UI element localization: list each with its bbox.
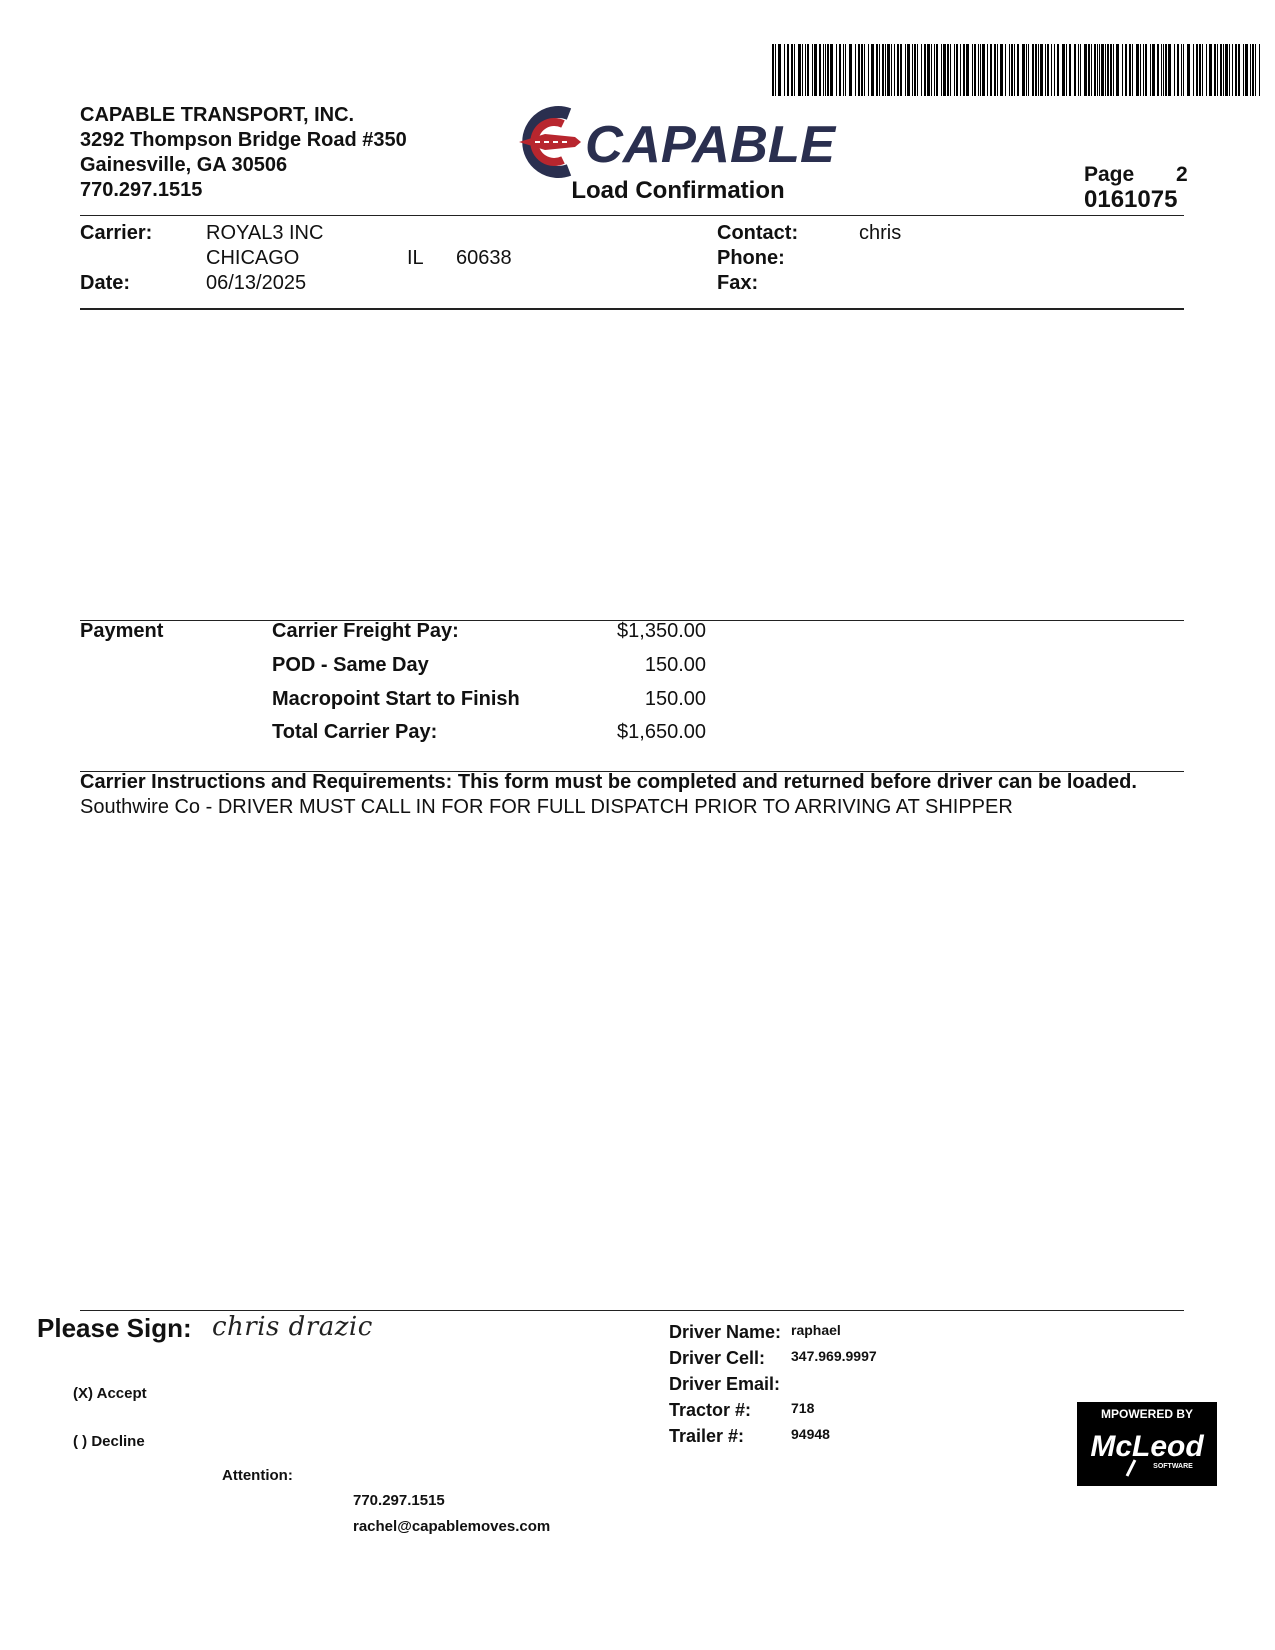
header-divider (80, 215, 1184, 216)
barcode-bar (990, 44, 992, 96)
barcode-bar (1235, 44, 1237, 96)
barcode-bar (1245, 44, 1248, 96)
trailer-label: Trailer #: (669, 1426, 745, 1446)
barcode-bar (807, 44, 809, 96)
barcode-bar (891, 44, 892, 96)
barcode-bar (845, 44, 846, 96)
barcode-bar (1259, 44, 1260, 96)
fax-label: Fax: (717, 272, 759, 294)
barcode-bar (1145, 44, 1147, 96)
barcode-bar (1220, 44, 1222, 96)
barcode-bar (1217, 44, 1218, 96)
barcode-bar (1125, 44, 1127, 96)
barcode-bar (1040, 44, 1043, 96)
carrier-zip: 60638 (456, 247, 512, 269)
barcode-bar (972, 44, 973, 96)
barcode-bar (1066, 44, 1067, 96)
driver-cell-value: 347.969.9997 (791, 1348, 877, 1364)
barcode-bar (894, 44, 895, 96)
barcode-bar (934, 44, 935, 96)
barcode-bar (1094, 44, 1096, 96)
barcode-bar (982, 44, 985, 96)
barcode-bar (794, 44, 795, 96)
barcode-bar (1250, 44, 1251, 96)
date-value: 06/13/2025 (206, 272, 307, 294)
date-label: Date: (80, 272, 131, 294)
payment-row-label: Macropoint Start to Finish (272, 688, 520, 710)
phone-label: Phone: (717, 247, 785, 269)
barcode-bar (778, 44, 781, 96)
barcode-bar (843, 44, 844, 96)
barcode-bar (900, 44, 902, 96)
driver-name-label: Driver Name: (669, 1322, 782, 1342)
barcode-bar (871, 44, 874, 96)
driver-cell-label: Driver Cell: (669, 1348, 766, 1368)
svg-text:McLeod: McLeod (1090, 1430, 1204, 1463)
barcode-bar (1129, 44, 1131, 96)
barcode-bar (1088, 44, 1090, 96)
carrier-name: ROYAL3 INC (206, 222, 324, 244)
accept-option[interactable]: (X) Accept (73, 1385, 147, 1402)
decline-option[interactable]: ( ) Decline (73, 1433, 145, 1450)
driver-name-value: raphael (791, 1322, 841, 1338)
barcode-bar (1122, 44, 1123, 96)
barcode-bar (814, 44, 817, 96)
barcode-bar (827, 44, 829, 96)
barcode-bar (1196, 44, 1198, 96)
barcode-bar (943, 44, 946, 96)
company-address-line1: 3292 Thompson Bridge Road #350 (80, 129, 407, 151)
barcode-bar (1150, 44, 1151, 96)
barcode-bar (1206, 44, 1207, 96)
company-address-line2: Gainesville, GA 30506 (80, 154, 288, 176)
barcode-bar (1105, 44, 1106, 96)
barcode-bar (1229, 44, 1230, 96)
barcode-bar (1069, 44, 1071, 96)
barcode-bar (1243, 44, 1244, 96)
barcode-bar (1017, 44, 1019, 96)
barcode-bar (956, 44, 958, 96)
barcode-bar (1097, 44, 1098, 96)
barcode-bar (1084, 44, 1087, 96)
barcode-bar (963, 44, 965, 96)
tractor-label: Tractor #: (669, 1400, 752, 1420)
barcode-bar (1177, 44, 1179, 96)
trailer-value: 94948 (791, 1426, 830, 1442)
barcode-bar (1091, 44, 1092, 96)
barcode-bar (791, 44, 793, 96)
payment-row-label: Carrier Freight Pay: (272, 620, 459, 642)
barcode-bar (997, 44, 998, 96)
barcode-bar (1113, 44, 1114, 96)
carrier-label: Carrier: (80, 222, 153, 244)
barcode-bar (855, 44, 856, 96)
barcode-bar (1057, 44, 1059, 96)
load-number: 0161075 (1084, 186, 1178, 213)
barcode-bar (1014, 44, 1015, 96)
barcode-bar (1132, 44, 1133, 96)
barcode-bar (941, 44, 942, 96)
barcode-bar (1026, 44, 1027, 96)
barcode-bar (1035, 44, 1037, 96)
barcode-bar (1140, 44, 1141, 96)
barcode-bar (836, 44, 837, 96)
handwritten-signature: chris drazic (212, 1312, 373, 1342)
barcode-bar (787, 44, 789, 96)
barcode-bar (1187, 44, 1190, 96)
barcode-bar (876, 44, 878, 96)
barcode-bar (825, 44, 826, 96)
barcode-bar (1107, 44, 1109, 96)
carrier-state: IL (407, 247, 424, 269)
barcode-bar (1116, 44, 1119, 96)
barcode-bar (772, 44, 774, 96)
barcode-bar (1199, 44, 1201, 96)
payment-row-amount: 150.00 (644, 688, 706, 710)
signature-divider (80, 1310, 1184, 1311)
svg-text:SOFTWARE: SOFTWARE (1153, 1463, 1193, 1470)
barcode-bar (1080, 44, 1081, 96)
barcode-bar (1099, 44, 1100, 96)
barcode-bar (917, 44, 918, 96)
company-name: CAPABLE TRANSPORT, INC. (80, 104, 355, 126)
barcode-bar (936, 44, 938, 96)
barcode-bar (861, 44, 863, 96)
barcode-bar (868, 44, 869, 96)
payment-total-label: Total Carrier Pay: (272, 721, 438, 743)
barcode-bar (927, 44, 930, 96)
attention-email: rachel@capablemoves.com (353, 1518, 551, 1535)
payment-row-label: POD - Same Day (272, 654, 429, 676)
barcode-bar (805, 44, 806, 96)
barcode-bar (1009, 44, 1010, 96)
barcode-bar (1028, 44, 1029, 96)
svg-text:MPOWERED BY: MPOWERED BY (1100, 1407, 1194, 1421)
logo-mark-icon (519, 112, 581, 172)
company-phone: 770.297.1515 (80, 179, 203, 201)
payment-row-amount: 150.00 (644, 654, 706, 676)
barcode-bar (864, 44, 865, 96)
tractor-value: 718 (791, 1400, 815, 1416)
barcode-bar (994, 44, 996, 96)
barcode-bar (966, 44, 969, 96)
barcode-bar (1174, 44, 1175, 96)
barcode-bar (1232, 44, 1233, 96)
barcode-bar (980, 44, 981, 96)
page-label: Page (1084, 163, 1135, 186)
barcode-bar (1136, 44, 1139, 96)
barcode-bar (819, 44, 821, 96)
barcode-bar (1101, 44, 1104, 96)
barcode-bar (1165, 44, 1167, 96)
barcode-bar (931, 44, 932, 96)
barcode-bar (1252, 44, 1254, 96)
barcode-bar (1193, 44, 1194, 96)
barcode-bar (1000, 44, 1003, 96)
carrier-divider (80, 308, 1184, 310)
barcode-bar (1181, 44, 1182, 96)
barcode-bar (907, 44, 910, 96)
barcode-bar (1238, 44, 1240, 96)
barcode-bar (882, 44, 884, 96)
barcode-bar (1223, 44, 1224, 96)
barcode-bar (839, 44, 841, 96)
logo-wordmark: CAPABLE (585, 116, 837, 174)
barcode-bar (1047, 44, 1049, 96)
barcode-bar (1209, 44, 1212, 96)
payment-row-amount: $1,350.00 (617, 620, 706, 642)
barcode-bar (775, 44, 776, 96)
barcode-bar (987, 44, 988, 96)
barcode-bar (924, 44, 926, 96)
driver-email-label: Driver Email: (669, 1374, 781, 1394)
barcode-bar (1143, 44, 1144, 96)
barcode-bar (879, 44, 880, 96)
barcode-bar (1183, 44, 1184, 96)
instructions-text: Southwire Co - DRIVER MUST CALL IN FOR FOR FULL DISPATCH PRIOR TO ARRIVING AT SHIPPER (80, 796, 1013, 818)
attention-label: Attention: (222, 1467, 293, 1484)
instructions-title: Carrier Instructions and Requirements: This form must be completed and returned before driver can be loaded. (80, 771, 1137, 793)
document-title: Load Confirmation (571, 177, 785, 204)
barcode-bar (954, 44, 955, 96)
barcode-bar (914, 44, 916, 96)
barcode-bar (1225, 44, 1228, 96)
barcode-bar (784, 44, 785, 96)
please-sign-label: Please Sign: (37, 1313, 192, 1343)
payment-total-amount: $1,650.00 (617, 721, 706, 743)
barcode-bar (978, 44, 979, 96)
barcode-bar (1011, 44, 1013, 96)
barcode-bar (950, 44, 951, 96)
barcode-bar (1163, 44, 1164, 96)
barcode-bar (1074, 44, 1076, 96)
barcode-bar (947, 44, 949, 96)
barcode-bar (1152, 44, 1155, 96)
barcode-bar (1078, 44, 1079, 96)
barcode-bar (1045, 44, 1046, 96)
barcode-bar (1255, 44, 1256, 96)
barcode-bar (1051, 44, 1052, 96)
barcode-bar (1054, 44, 1055, 96)
contact-label: Contact: (717, 222, 799, 244)
barcode-bar (1022, 44, 1025, 96)
barcode-bar (1005, 44, 1006, 96)
payment-section-label: Payment (80, 620, 164, 642)
barcode-bar (1202, 44, 1203, 96)
barcode (772, 44, 1260, 96)
barcode-bar (974, 44, 976, 96)
barcode-bar (897, 44, 899, 96)
barcode-bar (858, 44, 860, 96)
barcode-bar (1161, 44, 1162, 96)
page-number: 2 (1176, 163, 1188, 186)
barcode-bar (823, 44, 824, 96)
barcode-bar (1038, 44, 1039, 96)
barcode-bar (798, 44, 801, 96)
barcode-bar (1168, 44, 1171, 96)
barcode-bar (885, 44, 886, 96)
barcode-bar (887, 44, 890, 96)
attention-phone: 770.297.1515 (353, 1492, 445, 1509)
barcode-bar (1157, 44, 1159, 96)
barcode-bar (849, 44, 852, 96)
barcode-bar (812, 44, 813, 96)
barcode-bar (1110, 44, 1112, 96)
barcode-bar (921, 44, 922, 96)
barcode-bar (1214, 44, 1216, 96)
contact-value: chris (859, 222, 902, 244)
barcode-bar (905, 44, 906, 96)
carrier-city: CHICAGO (206, 247, 300, 269)
barcode-bar (912, 44, 913, 96)
barcode-bar (960, 44, 961, 96)
mcleod-badge (1077, 1402, 1217, 1486)
barcode-bar (802, 44, 803, 96)
capable-logo (505, 104, 845, 180)
barcode-bar (1032, 44, 1034, 96)
barcode-bar (1062, 44, 1065, 96)
barcode-bar (830, 44, 833, 96)
